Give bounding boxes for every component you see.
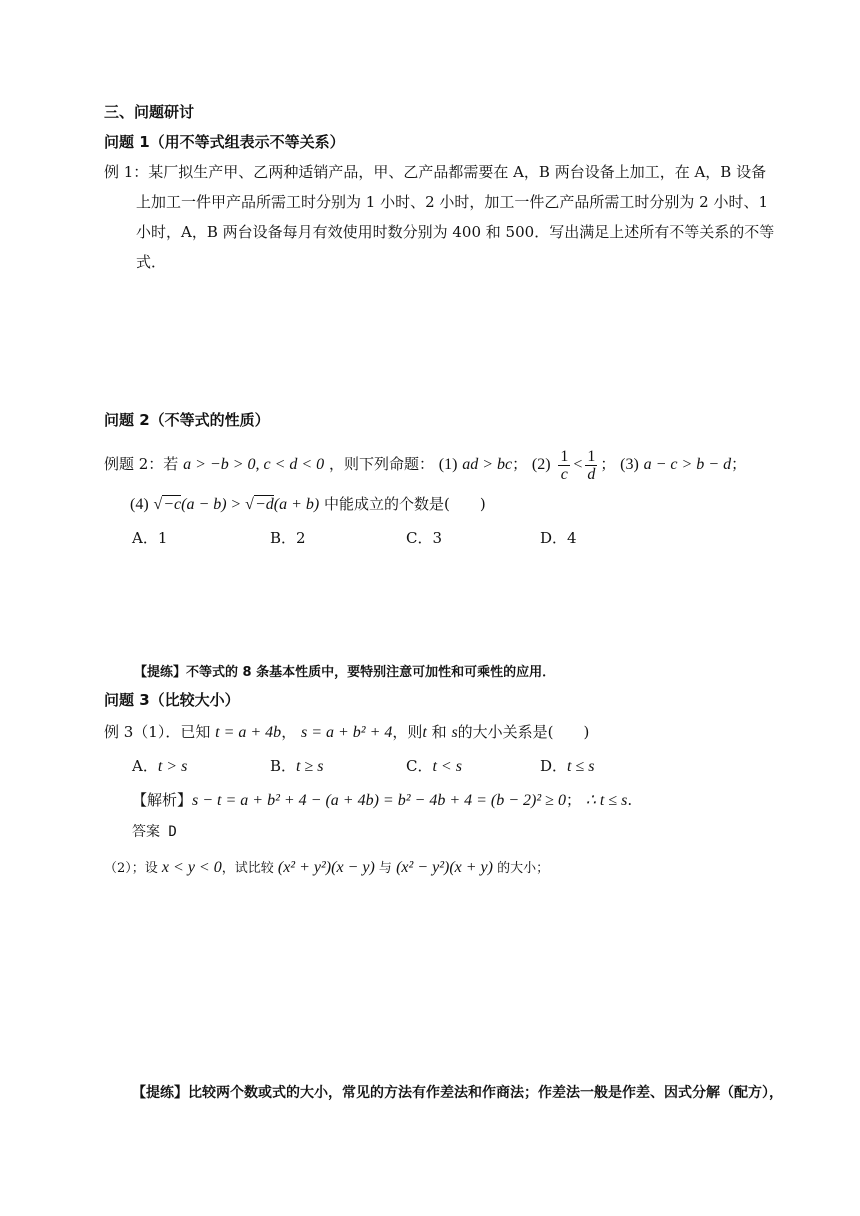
q2-p2-frac-left: $\frac{1}{c}$ (560, 447, 569, 483)
q2-p3-label: (3) (620, 456, 639, 473)
q2-p2-label: (2) (531, 456, 551, 473)
q2-example: 例题 2：若 a > −b > 0, c < d < 0 ，则下列命题： (1) ad > bc； (2) $\frac{1}{c}$ < $\frac{1}{d}$ ； (3) a − c > b − d； (104, 447, 747, 483)
q3-option-b: B．t ≥ s (270, 757, 324, 775)
q2-option-c: C．3 (406, 529, 443, 547)
q3-answer: 答案 D (132, 824, 177, 840)
q3-s-def: s = a + b² + 4 (300, 724, 393, 741)
q2-p3: a − c > b − d (643, 456, 732, 473)
q3-mid: ，则 (392, 723, 423, 741)
q3-part2-tail: 的大小； (497, 861, 550, 876)
q2-heading: 问题 2（不等式的性质） (104, 411, 270, 429)
q3-heading: 问题 3（比较大小） (104, 691, 240, 709)
q3-analysis: 【解析】s − t = a + b² + 4 − (a + 4b) = b² − 4b + 4 = (b − 2)² ≥ 0； ∴ t ≤ s. (132, 791, 633, 809)
q2-p2-lt: < (573, 456, 583, 473)
q2-condition: a > −b > 0, c < d < 0 (183, 456, 325, 473)
q1-heading: 问题 1（用不等式组表示不等关系） (104, 133, 345, 151)
section-title: 三、问题研讨 (104, 103, 195, 121)
q3-part2-mid: ，试比较 (221, 861, 274, 876)
q2-p1-label: (1) (438, 456, 458, 473)
q3-part2 (104, 858, 549, 879)
q3-part2-and: 与 (378, 861, 392, 876)
q3-part2-prefix: （2）；设 (104, 861, 158, 876)
q2-p4-label: (4) (130, 496, 149, 513)
q3-part2-cond: x < y < 0 (161, 859, 222, 876)
q2-p4-left-factor: (a − b) (181, 496, 227, 513)
q2-option-a: A．1 (132, 529, 168, 547)
q2-p4-left-radicand: −c (163, 496, 182, 513)
q3-analysis-expr: s − t = a + b² + 4 − (a + 4b) = b² − 4b + 4 = (b − 2)² ≥ 0 (192, 792, 566, 809)
q3-part2-expr1: (x² + y²)(x − y) (277, 859, 375, 876)
q3-analysis-label: 【解析】 (132, 791, 193, 809)
q2-p4: (4) √−c(a − b) > √−d(a + b) 中能成立的个数是( ) (130, 495, 486, 513)
q3-analysis-conclusion: ∴ t ≤ s (585, 792, 628, 809)
q3-option-d: D．t ≤ s (540, 757, 595, 775)
q3-part2-expr2: (x² − y²)(x + y) (396, 859, 493, 876)
q1-line-1: 例 1：某厂拟生产甲、乙两种适销产品，甲、乙产品都需要在 A，B 两台设备上加工，在 A，B 设备 (104, 163, 767, 181)
q3-tip: 【提练】比较两个数或式的大小，常见的方法有作差法和作商法；作差法一般是作差、因式分解（配方）， (132, 1085, 783, 1101)
q2-p4-right-factor: (a + b) (273, 496, 320, 513)
q3-and: 和 (431, 723, 447, 741)
q2-option-b: B．2 (270, 529, 306, 547)
q3-t-def: t = a + 4b (215, 724, 282, 741)
q2-p4-right-radicand: −d (254, 496, 274, 513)
q3-option-c: C．t < s (406, 757, 462, 775)
q2-tip: 【提练】不等式的 8 条基本性质中，要特别注意可加性和可乘性的应用． (134, 665, 556, 680)
q3-s-var: s (451, 724, 458, 741)
q2-p1: ad > bc (462, 456, 513, 473)
q3-option-a: A．t > s (132, 757, 188, 775)
q3-example: 例 3（1）．已知 t = a + 4b， s = a + b² + 4，则t 和 s的大小关系是( ) (104, 723, 590, 741)
q1-line-4: 式． (136, 253, 167, 271)
q2-p4-gt: > (231, 496, 241, 513)
q2-p4-tail: 中能成立的个数是( ) (323, 495, 486, 513)
q2-p2-frac-right: $\frac{1}{d}$ (587, 447, 596, 483)
q2-option-d: D．4 (540, 529, 577, 547)
q1-line-3: 小时，A，B 两台设备每月有效使用时数分别为 400 和 500．写出满足上述所有不等关系的不等 (136, 223, 775, 241)
q2-then: ，则下列命题： (328, 455, 434, 473)
q1-line-2: 上加工一件甲产品所需工时分别为 1 小时、2 小时，加工一件乙产品所需工时分别为 2 小时、1 (136, 193, 769, 211)
q2-prefix: 例题 2：若 (104, 455, 179, 473)
q3-prefix: 例 3（1）．已知 (104, 723, 211, 741)
q3-ask: 的大小关系是( ) (457, 723, 590, 741)
q3-t-var: t (422, 724, 427, 741)
